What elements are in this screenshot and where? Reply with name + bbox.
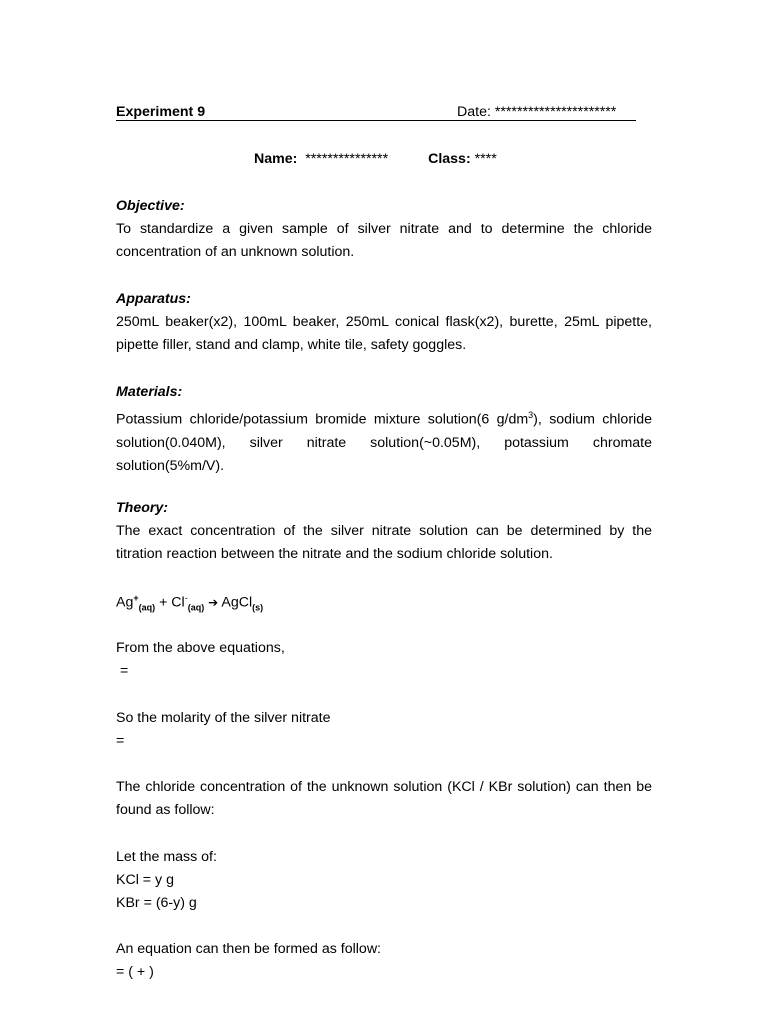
date-field	[457, 104, 616, 120]
class-value: ****	[474, 151, 497, 167]
theory-text: The exact concentration of the silver nitrate solution can be determined by the titration reaction between the nitrate and the sodium chloride solution.	[116, 523, 652, 562]
materials-sup: 3	[528, 410, 534, 420]
apparatus-text: 250mL beaker(x2), 100mL beaker, 250mL conical flask(x2), burette, 25mL pipette, pipette filler, stand and clamp, white tile, safety goggles.	[116, 314, 652, 353]
objective-heading: Objective:	[116, 198, 185, 214]
date-label: Date:	[457, 104, 495, 120]
name-value: ***************	[305, 151, 389, 167]
equation-formed-text: An equation can then be formed as follow:	[116, 941, 382, 957]
eq-cl-state: (aq)	[187, 602, 205, 613]
let-mass-text: Let the mass of:	[116, 849, 217, 865]
experiment-title: Experiment 9	[116, 104, 206, 120]
materials-heading: Materials:	[116, 384, 183, 400]
date-value: **********************	[494, 104, 617, 120]
objective-text: To standardize a given sample of silver nitrate and to determine the chloride concentration of an unknown solution.	[116, 221, 652, 260]
class-label: Class:	[428, 151, 471, 167]
kbr-mass: KBr = (6-y) g	[116, 895, 197, 911]
arrow-icon: ➔	[208, 595, 219, 610]
materials-text-b: ), sodium chloride solution(0.040M), silver nitrate solution(~0.05M), potassium chromate solution(5%m/V).	[116, 411, 652, 474]
eq-agcl: AgCl	[218, 594, 253, 611]
eq-agcl-state: (s)	[252, 602, 264, 613]
header-underline	[116, 120, 636, 121]
eq-ag-charge: +	[133, 593, 139, 603]
from-above-text: From the above equations,	[116, 640, 285, 656]
materials-text	[116, 404, 652, 478]
theory-heading: Theory:	[116, 500, 169, 516]
eq-cl: + Cl	[155, 594, 185, 611]
equation-1: =	[116, 663, 129, 679]
student-info	[254, 151, 497, 167]
apparatus-heading: Apparatus:	[116, 291, 191, 307]
eq-cl-charge: -	[184, 593, 188, 603]
equation-3: = ( + )	[116, 964, 154, 980]
eq-ag: Ag	[116, 594, 134, 611]
name-label: Name:	[254, 151, 298, 167]
eq-ag-state: (aq)	[138, 602, 156, 613]
molarity-text: So the molarity of the silver nitrate	[116, 710, 331, 726]
chloride-text: The chloride concentration of the unknown solution (KCl / KBr solution) can then be found as follow:	[116, 779, 652, 818]
materials-text-a: Potassium chloride/potassium bromide mixture solution(6 g/dm	[116, 411, 529, 428]
reaction-equation	[116, 593, 263, 613]
equation-2: =	[116, 733, 125, 749]
kcl-mass: KCl = y g	[116, 872, 174, 888]
